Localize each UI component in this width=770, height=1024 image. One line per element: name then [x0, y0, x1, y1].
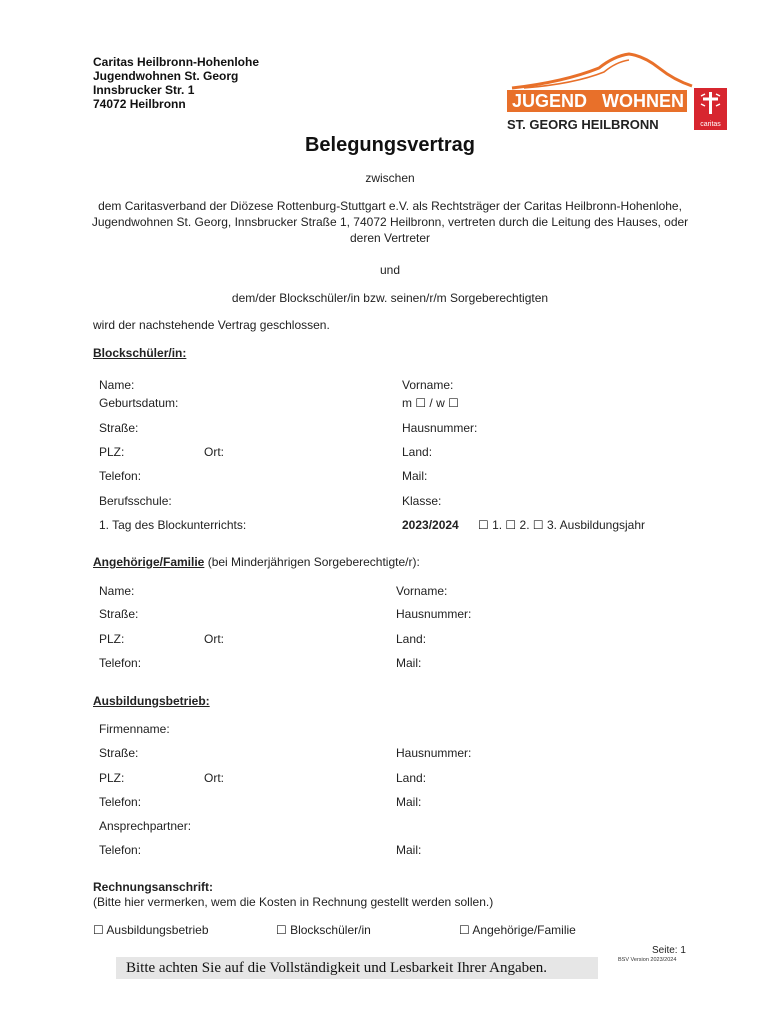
training-year-checkboxes[interactable]: ☐ 1. ☐ 2. ☐ 3. Ausbildungsjahr [478, 518, 646, 532]
sender-line: Jugendwohnen St. Georg [93, 69, 239, 83]
roof-icon [512, 54, 692, 88]
family-plz-label: PLZ: [99, 632, 125, 646]
sender-line: Innsbrucker Str. 1 [93, 83, 195, 97]
student-vorname-label: Vorname: [402, 378, 454, 392]
family-heading: Angehörige/Familie [93, 555, 205, 569]
page-title: Belegungsvertrag [304, 134, 476, 156]
sender-line: 74072 Heilbronn [93, 97, 186, 111]
billing-option-family[interactable]: ☐ Angehörige/Familie [459, 923, 576, 937]
caritas-label: caritas [700, 121, 721, 128]
student-country-label: Land: [402, 445, 433, 459]
company-plz-label: PLZ: [99, 771, 125, 785]
billing-option-company[interactable]: ☐ Ausbildungsbetrieb [93, 923, 209, 937]
party2-text: dem/der Blockschüler/in bzw. seinen/r/m Sorgeberechtigten [231, 291, 549, 305]
party1-text: dem Caritasverband der Diözese Rottenburg-Stuttgart e.V. als Rechtsträger der Caritas Heilbronn-Hohenlohe, Jugendwohnen St. Georg, Innsbrucker Straße 1, 74072 Heilbronn, vertreten durch die Leitung des Hauses, oder deren Vertreter [91, 199, 689, 245]
student-phone-label: Telefon: [99, 469, 142, 483]
family-heading-note: (bei Minderjährigen Sorgeberechtigte/r): [204, 555, 420, 569]
logo-word-jugend: JUGEND [512, 91, 588, 111]
company-firm-label: Firmenname: [99, 722, 170, 736]
family-phone-label: Telefon: [99, 656, 142, 670]
student-number-label: Hausnummer: [402, 421, 478, 435]
company-mail-label: Mail: [396, 795, 422, 809]
family-number-label: Hausnummer: [396, 607, 472, 621]
company-city-label: Ort: [204, 771, 224, 785]
gender-checkboxes[interactable]: m ☐ / w ☐ [402, 396, 459, 410]
sender-line: Caritas Heilbronn-Hohenlohe [93, 55, 260, 69]
billing-note: (Bitte hier vermerken, wem die Kosten in Rechnung gestellt werden sollen.) [93, 895, 494, 909]
company-country-label: Land: [396, 771, 427, 785]
concluded-text: wird der nachstehende Vertrag geschlossen. [93, 318, 330, 332]
family-vorname-label: Vorname: [396, 584, 448, 598]
family-name-label: Name: [99, 584, 135, 598]
student-birth-label: Geburtsdatum: [99, 396, 179, 410]
billing-option-student[interactable]: ☐ Blockschüler/in [276, 923, 371, 937]
family-heading-wrap [93, 555, 420, 569]
company-contact-label: Ansprechpartner: [99, 819, 192, 833]
school-label: Berufsschule: [99, 494, 172, 508]
family-mail-label: Mail: [396, 656, 422, 670]
logo-subtitle: ST. GEORG HEILBRONN [507, 117, 659, 132]
family-street-label: Straße: [99, 607, 139, 621]
between-text: zwischen [365, 171, 415, 185]
student-mail-label: Mail: [402, 469, 428, 483]
completeness-notice: Bitte achten Sie auf die Vollständigkeit und Lesbarkeit Ihrer Angaben. [116, 957, 598, 979]
company-phone-label: Telefon: [99, 795, 142, 809]
blockday-label: 1. Tag des Blockunterrichts: [99, 518, 247, 532]
page-number: Seite: 1 [652, 945, 686, 956]
student-city-label: Ort: [204, 445, 224, 459]
company-street-label: Straße: [99, 746, 139, 760]
family-city-label: Ort: [204, 632, 224, 646]
family-country-label: Land: [396, 632, 427, 646]
billing-heading: Rechnungsanschrift: [93, 880, 214, 894]
student-heading: Blockschüler/in: [93, 346, 187, 360]
version-label: BSV Version 2023/2024 [618, 957, 677, 963]
company-heading: Ausbildungsbetrieb: [93, 694, 210, 708]
and-text: und [379, 263, 401, 277]
company-number-label: Hausnummer: [396, 746, 472, 760]
jugendwohnen-logo [504, 52, 729, 132]
klasse-label: Klasse: [402, 494, 442, 508]
company-phone2-label: Telefon: [99, 843, 142, 857]
sender-address [93, 55, 259, 111]
student-name-label: Name: [99, 378, 135, 392]
school-year: 2023/2024 [402, 518, 459, 532]
logo-word-wohnen: WOHNEN [602, 91, 684, 111]
student-street-label: Straße: [99, 421, 139, 435]
company-mail2-label: Mail: [396, 843, 422, 857]
student-plz-label: PLZ: [99, 445, 125, 459]
